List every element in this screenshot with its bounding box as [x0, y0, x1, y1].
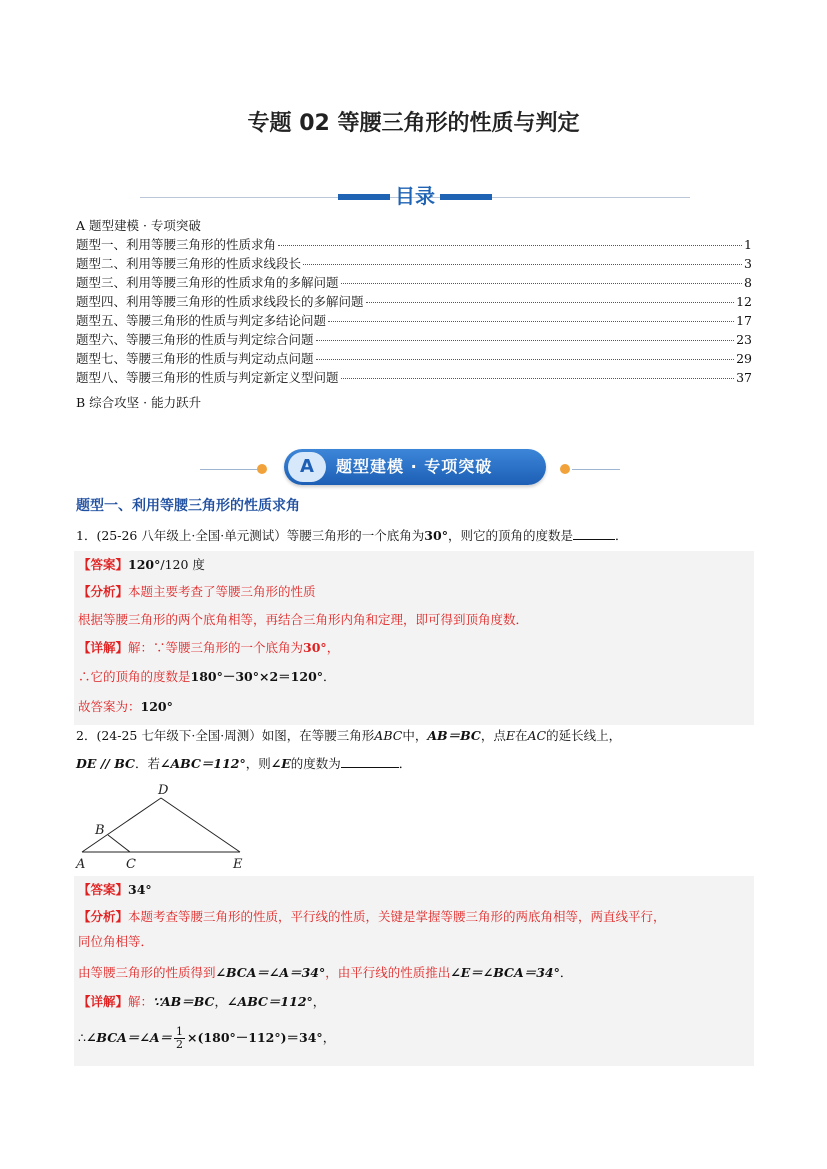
q2-detail-2-math1: ∠BCA＝∠A＝: [85, 1030, 173, 1045]
question-2-line-2: [76, 754, 756, 774]
line-de: [161, 798, 240, 852]
q1-final-math: 120°: [140, 699, 173, 714]
toc-item[interactable]: [76, 368, 752, 387]
toc-leader: [316, 359, 735, 360]
toc-list: [76, 235, 752, 387]
toc-item-text: 题型四、利用等腰三角形的性质求线段长的多解问题: [76, 294, 364, 309]
label-e: E: [233, 857, 243, 872]
q1-answer: 120°: [128, 557, 161, 572]
q1-text: 1．(25-26 八年级上·全国·单元测试）等腰三角形的一个底角为: [76, 528, 425, 543]
q1-final-line: [78, 697, 754, 717]
q2-analysis-2: 同位角相等．: [78, 934, 154, 949]
toc-leader: [366, 302, 735, 303]
analysis-tag: 【分析】: [78, 584, 129, 599]
q2-angle-e: ∠E: [270, 756, 291, 771]
banner-dot-left: [257, 464, 267, 474]
toc-item[interactable]: [76, 273, 752, 292]
q2-answer-blank: [341, 767, 399, 768]
q2-analysis-3b: ，由平行线的性质推出: [325, 965, 451, 980]
line-bc: [108, 835, 130, 852]
banner-line-right: [572, 469, 620, 470]
q1-detail-1-post: ，: [326, 640, 340, 655]
q2-solution-box: [74, 876, 754, 1066]
q1-text2: ，则它的顶角的度数是: [447, 528, 573, 543]
toc-item[interactable]: [76, 292, 752, 311]
answer-tag: 【答案】: [78, 882, 129, 897]
q2-text-h: 的度数为: [290, 756, 341, 771]
detail-tag: 【详解】: [78, 640, 129, 655]
toc-item-page: 37: [736, 370, 752, 385]
q2-e: E: [505, 728, 515, 743]
q1-detail-1: 解：∵等腰三角形的一个底角为: [128, 640, 304, 655]
q1-answer-blank: [573, 539, 615, 540]
toc-bar-left: [338, 194, 390, 200]
toc-section-b[interactable]: B 综合攻坚 · 能力跃升: [76, 395, 202, 410]
banner-pill: [284, 449, 546, 485]
q2-text-c: ，点: [480, 728, 506, 743]
q2-detail-2-math2: ×(180°－112°)＝34°: [187, 1030, 323, 1045]
toc-item-text: 题型七、等腰三角形的性质与判定动点问题: [76, 351, 314, 366]
banner-text: 题型建模 · 专项突破: [336, 457, 493, 476]
answer-tag: 【答案】: [78, 557, 129, 572]
q2-detail-line: [78, 992, 754, 1012]
triangle-figure: [70, 780, 260, 875]
q2-text-d: 在: [514, 728, 528, 743]
q2-analysis-3-math1: ∠BCA＝∠A＝34°: [215, 965, 326, 980]
label-a: A: [76, 857, 86, 872]
q2-detail-2a: ∴: [78, 1030, 86, 1045]
q1-detail-2-text: ∴它的顶角的度数是: [78, 669, 191, 684]
toc-item[interactable]: [76, 311, 752, 330]
toc-item-page: 1: [744, 237, 752, 252]
toc-item-page: 29: [736, 351, 752, 366]
toc-item-page: 17: [736, 313, 752, 328]
q2-ab-bc: AB＝BC: [427, 728, 481, 743]
label-b: B: [95, 823, 105, 838]
q2-analysis-1: 本题考查等腰三角形的性质，平行线的性质，关键是掌握等腰三角形的两底角相等，两直线平行，: [128, 909, 666, 924]
toc-leader: [303, 264, 742, 265]
toc-leader: [341, 378, 735, 379]
section-banner: [200, 449, 620, 489]
toc-item-page: 8: [744, 275, 752, 290]
q1-detail-2: [78, 667, 754, 687]
q2-de-bc: DE // BC: [76, 756, 135, 771]
q1-analysis-line: [78, 582, 754, 602]
toc-leader: [328, 321, 734, 322]
q2-text-b: 中，: [402, 728, 428, 743]
toc-item-text: 题型一、利用等腰三角形的性质求角: [76, 237, 277, 252]
toc-bar-right: [440, 194, 492, 200]
banner-badge: A: [288, 452, 326, 482]
label-c: C: [126, 857, 136, 872]
q2-ac: AC: [527, 728, 547, 743]
fraction-denominator: 2: [176, 1038, 184, 1051]
label-d: D: [158, 783, 169, 798]
question-2: [76, 726, 756, 746]
q2-detail-1a: 解：: [128, 994, 154, 1009]
section-heading: 题型一、利用等腰三角形的性质求角: [76, 498, 300, 514]
q2-detail-2c: ，: [322, 1030, 336, 1045]
q1-answer-alt: /120 度: [160, 557, 205, 572]
page-title: 专题 02 等腰三角形的性质与判定: [247, 111, 580, 136]
line-ad: [82, 798, 161, 852]
toc-leader: [278, 245, 742, 246]
q2-detail-1b: ，: [214, 994, 228, 1009]
toc-section-a[interactable]: A 题型建模 · 专项突破: [76, 218, 201, 233]
q2-angle-abc: ∠ABC＝112°: [159, 756, 246, 771]
q2-answer-line: [78, 880, 754, 900]
fraction-half: [174, 1026, 185, 1051]
q1-solution-box: [74, 551, 754, 725]
q2-text-g: ，则: [245, 756, 271, 771]
q2-abc: ABC: [374, 728, 403, 743]
q2-detail-1-math1: ∵AB＝BC: [153, 994, 215, 1009]
toc-leader: [316, 340, 735, 341]
q1-end: ．: [614, 528, 628, 543]
toc-item-page: 3: [744, 256, 752, 271]
q2-analysis-line: [78, 907, 754, 927]
q2-text-e: 的延长线上，: [546, 728, 622, 743]
q2-text-a: 2．(24-25 七年级下·全国·周测）如图，在等腰三角形: [76, 728, 375, 743]
toc-item[interactable]: [76, 349, 752, 368]
toc-item-text: 题型八、等腰三角形的性质与判定新定义型问题: [76, 370, 339, 385]
q1-final-text: 故答案为：: [78, 699, 141, 714]
q2-analysis-3c: ．: [559, 965, 573, 980]
toc-item-text: 题型五、等腰三角形的性质与判定多结论问题: [76, 313, 327, 328]
q2-detail-2: [78, 1026, 754, 1051]
toc-item-page: 23: [736, 332, 752, 347]
detail-tag: 【详解】: [78, 994, 129, 1009]
q2-end: ．: [398, 756, 412, 771]
q2-analysis-3-math2: ∠E＝∠BCA＝34°: [450, 965, 560, 980]
banner-dot-right: [560, 464, 570, 474]
q1-answer-line: [78, 555, 754, 575]
q2-detail-1c: ，: [312, 994, 326, 1009]
q2-detail-1-math2: ∠ABC＝112°: [227, 994, 313, 1009]
q1-detail-2-post: ．: [323, 669, 336, 684]
toc-heading: 目录: [395, 184, 435, 208]
q2-analysis-3a: 由等腰三角形的性质得到: [78, 965, 216, 980]
toc-item[interactable]: [76, 235, 752, 254]
banner-line-left: [200, 469, 260, 470]
toc-item-text: 题型三、利用等腰三角形的性质求角的多解问题: [76, 275, 339, 290]
analysis-tag: 【分析】: [78, 909, 129, 924]
q2-text-f: ．若: [134, 756, 160, 771]
toc-item-page: 12: [736, 294, 752, 309]
toc-item-text: 题型六、等腰三角形的性质与判定综合问题: [76, 332, 314, 347]
toc-item-text: 题型二、利用等腰三角形的性质求线段长: [76, 256, 302, 271]
toc-item[interactable]: [76, 254, 752, 273]
q2-answer: 34°: [128, 882, 152, 897]
q1-analysis-1: 本题主要考查了等腰三角形的性质: [128, 584, 316, 599]
toc-leader: [341, 283, 743, 284]
question-1: [76, 526, 756, 546]
q1-math: 30°: [424, 528, 448, 543]
q2-analysis-3: [78, 963, 754, 983]
fraction-numerator: 1: [176, 1025, 184, 1038]
toc-header: [140, 180, 690, 210]
toc-item[interactable]: [76, 330, 752, 349]
q1-detail-2-math: 180°－30°×2＝120°: [190, 669, 324, 684]
q1-detail-line: [78, 638, 754, 658]
q1-analysis-2: 根据等腰三角形的两个底角相等，再结合三角形内角和定理，即可得到顶角度数．: [78, 612, 529, 627]
q1-detail-1-math: 30°: [303, 640, 327, 655]
